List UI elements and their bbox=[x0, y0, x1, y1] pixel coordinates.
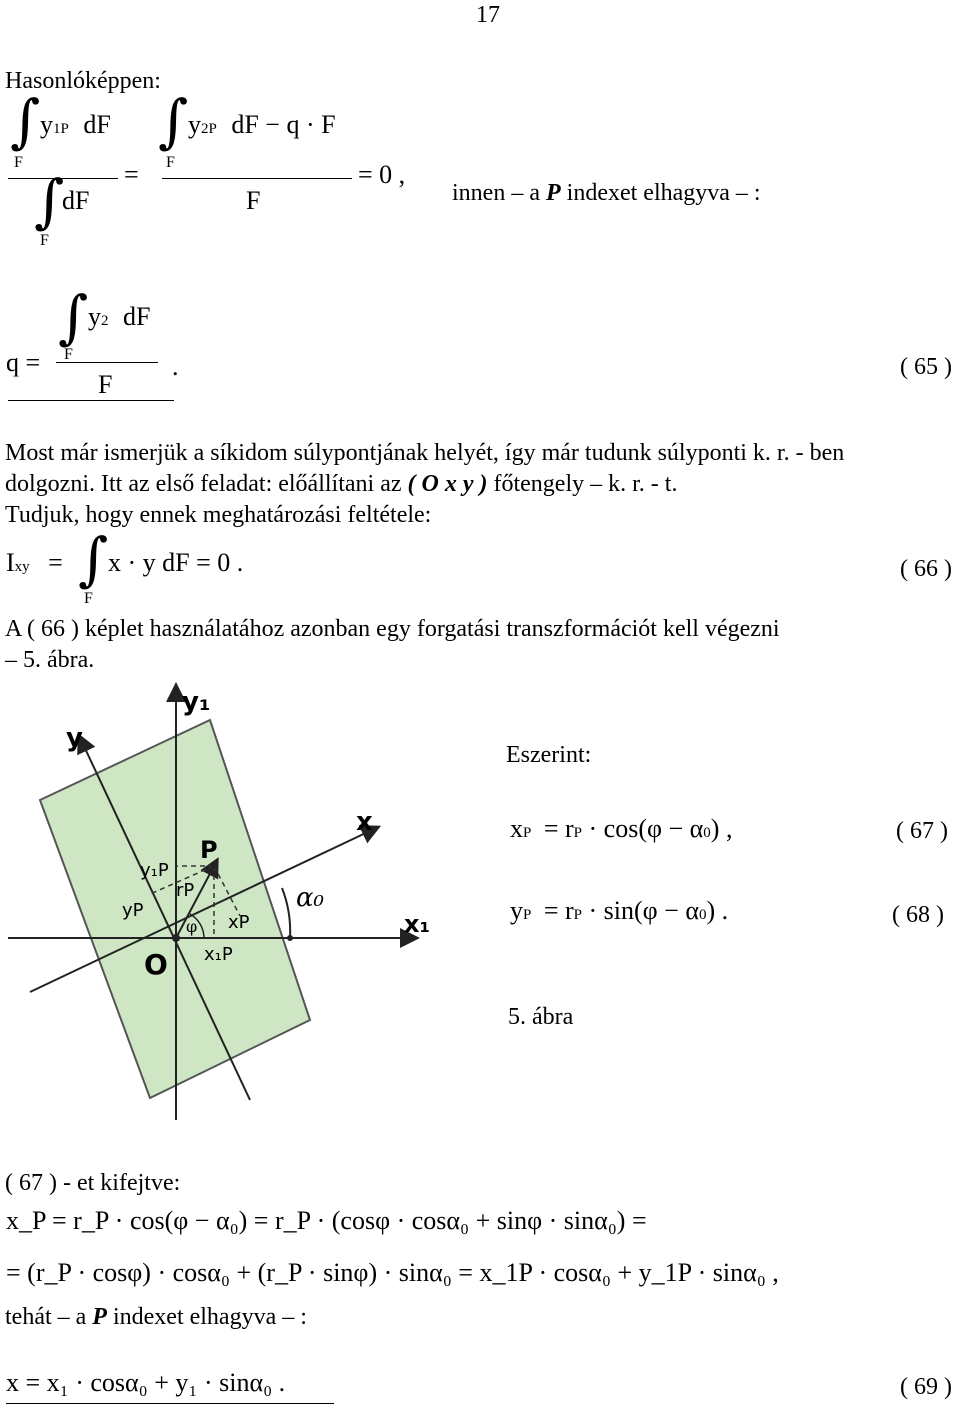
origin-dot bbox=[172, 934, 180, 942]
integral-sign: ∫ bbox=[10, 87, 41, 155]
label-rP: rP bbox=[176, 880, 195, 901]
expand-line-2: = (r_P · cosφ) · cosα₀ + (r_P · sinφ) · sinα₀ = x_1P · cosα₀ + y_1P · sinα₀ , bbox=[6, 1258, 779, 1287]
fraction-bar bbox=[162, 178, 352, 179]
eq67-number: ( 67 ) bbox=[896, 818, 948, 844]
alpha0-arc bbox=[282, 888, 290, 938]
intro-text: Hasonlóképpen: bbox=[5, 68, 161, 94]
paragraph-line: Most már ismerjük a síkidom súlypontjának helyét, így már tudunk súlyponti k. r. - ben bbox=[5, 440, 845, 466]
eq-top-den2: F bbox=[246, 186, 261, 215]
integral-limit: F bbox=[40, 232, 49, 249]
integral-limit: F bbox=[166, 154, 175, 171]
paragraph-line: A ( 66 ) képlet használatához azonban egy forgatási transzformációt kell végezni bbox=[5, 616, 780, 642]
eq65-dot: . bbox=[172, 352, 179, 381]
expand-line-1: x_P = r_P · cos(φ − α₀) = r_P · (cosφ · cosα₀ + sinφ · sinα₀) = bbox=[6, 1206, 647, 1235]
label-O: O bbox=[144, 948, 168, 981]
label-x: x bbox=[356, 807, 373, 837]
eszerint-label: Eszerint: bbox=[506, 742, 592, 768]
eq-top-comment: innen – a P indexet elhagyva – : bbox=[452, 180, 761, 206]
eq66-body: x · y dF = 0 . bbox=[108, 548, 244, 577]
eq65-den: F bbox=[98, 370, 113, 399]
eq-top-num1: y1P dF bbox=[40, 110, 111, 139]
integral-sign: ∫ bbox=[78, 525, 109, 593]
integral-sign: ∫ bbox=[58, 283, 89, 351]
paragraph-line: dolgozni. Itt az első feladat: előállítani az ( O x y ) főtengely – k. r. - t. bbox=[5, 471, 678, 497]
label-P: P bbox=[200, 836, 218, 864]
paragraph-line: – 5. ábra. bbox=[5, 647, 95, 673]
label-y: y bbox=[66, 723, 83, 753]
eq67-body: xP = rP · cos(φ − α0) , bbox=[510, 814, 733, 843]
figure-caption: 5. ábra bbox=[508, 1004, 574, 1030]
label-xP: xP bbox=[228, 912, 250, 933]
label-x1P: x₁P bbox=[204, 944, 233, 965]
tehat-line: tehát – a P indexet elhagyva – : bbox=[5, 1304, 307, 1330]
label-y1: y₁ bbox=[182, 687, 211, 717]
label-x1: x₁ bbox=[404, 910, 430, 938]
underline bbox=[8, 400, 174, 401]
underline bbox=[6, 1403, 334, 1404]
page-number: 17 bbox=[476, 2, 500, 28]
eq66-number: ( 66 ) bbox=[900, 556, 952, 582]
eq65-lhs: q = bbox=[6, 348, 41, 377]
eq68-body: yP = rP · sin(φ − α0) . bbox=[510, 896, 729, 925]
eq66-lhs: Ixy = bbox=[6, 548, 63, 577]
eq-top-equals: = bbox=[124, 160, 139, 189]
eq65-num: y2 dF bbox=[88, 302, 151, 331]
eq-top-num2: y2P dF − q · F bbox=[188, 110, 336, 139]
label-y1P: y₁P bbox=[140, 860, 169, 881]
eq69-body: x = x₁ · cosα₀ + y₁ · sinα₀ . bbox=[6, 1368, 286, 1397]
eq-top-den1: dF bbox=[62, 186, 90, 215]
figure-5 bbox=[0, 680, 480, 1120]
label-alpha0: α₀ bbox=[296, 883, 324, 913]
integral-limit: F bbox=[64, 346, 73, 363]
fraction-bar bbox=[56, 362, 158, 363]
integral-limit: F bbox=[84, 590, 93, 607]
expand-intro: ( 67 ) - et kifejtve: bbox=[5, 1170, 181, 1196]
eq68-number: ( 68 ) bbox=[892, 902, 944, 928]
integral-sign: ∫ bbox=[34, 167, 65, 235]
integral-sign: ∫ bbox=[158, 87, 189, 155]
eq65-number: ( 65 ) bbox=[900, 354, 952, 380]
label-phi: φ bbox=[186, 917, 198, 936]
label-yP: yP bbox=[122, 900, 144, 921]
arc-end-dot bbox=[287, 935, 293, 941]
eq-top-rhs: = 0 , bbox=[358, 160, 406, 189]
integral-limit: F bbox=[14, 154, 23, 171]
paragraph-line: Tudjuk, hogy ennek meghatározási feltétele: bbox=[5, 502, 432, 528]
eq69-number: ( 69 ) bbox=[900, 1374, 952, 1400]
